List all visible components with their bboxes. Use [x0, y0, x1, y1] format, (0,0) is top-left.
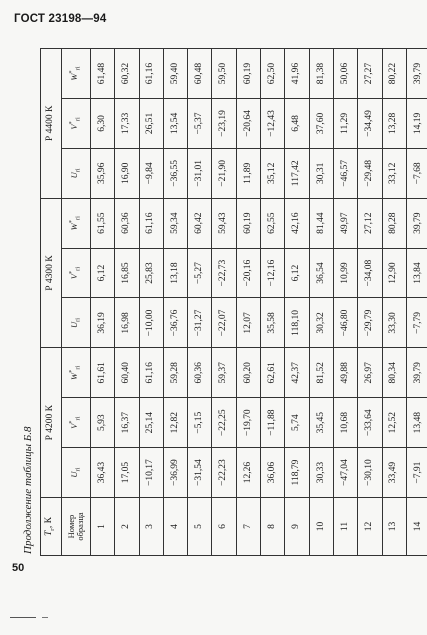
value-cell: 42,37 — [285, 348, 309, 398]
value-cell: 14,19 — [406, 99, 427, 149]
value-cell: 12,07 — [236, 298, 260, 348]
sub-header-u-3: $U_{ri}$ — [62, 148, 91, 198]
value-cell: −10,17 — [139, 448, 163, 498]
value-cell: 25,14 — [139, 398, 163, 448]
value-cell: 117,42 — [285, 148, 309, 198]
value-cell: −31,01 — [188, 148, 212, 198]
table-caption: Продолжение таблицы Б.8 — [22, 426, 34, 554]
value-cell: 61,55 — [91, 198, 115, 248]
value-cell: 16,85 — [115, 248, 139, 298]
value-cell: 35,58 — [261, 298, 285, 348]
value-cell: 12,90 — [382, 248, 406, 298]
value-cell: 33,30 — [382, 298, 406, 348]
value-cell: 39,79 — [406, 348, 427, 398]
value-cell: 60,32 — [115, 49, 139, 99]
sample-number-cell: 1 — [91, 498, 115, 556]
value-cell: 33,49 — [382, 448, 406, 498]
value-cell: 36,19 — [91, 298, 115, 348]
value-cell: 59,40 — [163, 49, 187, 99]
value-cell: −12,43 — [261, 99, 285, 149]
value-cell: 10,99 — [333, 248, 357, 298]
value-cell: 60,36 — [115, 198, 139, 248]
footer-rule — [10, 617, 36, 618]
value-cell: 61,16 — [139, 49, 163, 99]
table-body — [91, 49, 427, 556]
page-number: 50 — [12, 562, 25, 574]
value-cell: −31,27 — [188, 298, 212, 348]
value-cell: 37,60 — [309, 99, 333, 149]
group-header-4200: Р 4200 К — [41, 348, 62, 498]
value-cell: 42,16 — [285, 198, 309, 248]
value-cell: 50,06 — [333, 49, 357, 99]
value-cell: 60,19 — [236, 198, 260, 248]
data-table — [40, 48, 427, 556]
value-cell: 27,12 — [358, 198, 382, 248]
value-cell: 6,12 — [91, 248, 115, 298]
value-cell: 80,28 — [382, 198, 406, 248]
value-cell: 81,44 — [309, 198, 333, 248]
rotated-table-area — [20, 48, 423, 556]
sub-header-v-3: $V^*_{ri}$ — [62, 99, 91, 149]
table-row — [212, 49, 236, 556]
sample-number-cell: 4 — [163, 498, 187, 556]
value-cell: 26,51 — [139, 99, 163, 149]
value-cell: −22,73 — [212, 248, 236, 298]
sub-header-v-2: $V^*_{ri}$ — [62, 248, 91, 298]
value-cell: 60,40 — [115, 348, 139, 398]
value-cell: −29,48 — [358, 148, 382, 198]
value-cell: 12,26 — [236, 448, 260, 498]
sample-number-cell: 13 — [382, 498, 406, 556]
value-cell: −20,64 — [236, 99, 260, 149]
value-cell: 30,32 — [309, 298, 333, 348]
table-row — [406, 49, 427, 556]
table-row — [91, 49, 115, 556]
sub-header-w-3: $W^*_{ri}$ — [62, 49, 91, 99]
value-cell: 30,33 — [309, 448, 333, 498]
value-cell: 5,74 — [285, 398, 309, 448]
value-cell: 35,96 — [91, 148, 115, 198]
value-cell: −22,07 — [212, 298, 236, 348]
value-cell: 81,38 — [309, 49, 333, 99]
value-cell: −22,25 — [212, 398, 236, 448]
sub-header-w-1: $W^*_{ri}$ — [62, 348, 91, 398]
value-cell: 35,45 — [309, 398, 333, 448]
value-cell: 62,55 — [261, 198, 285, 248]
table-row — [115, 49, 139, 556]
value-cell: 80,34 — [382, 348, 406, 398]
value-cell: 80,22 — [382, 49, 406, 99]
value-cell: 60,19 — [236, 49, 260, 99]
value-cell: −36,99 — [163, 448, 187, 498]
value-cell: −34,49 — [358, 99, 382, 149]
value-cell: 36,54 — [309, 248, 333, 298]
temp-header: $T_г$, К — [41, 498, 62, 556]
value-cell: −12,16 — [261, 248, 285, 298]
value-cell: −36,55 — [163, 148, 187, 198]
value-cell: 12,82 — [163, 398, 187, 448]
value-cell: −46,57 — [333, 148, 357, 198]
value-cell: −21,90 — [212, 148, 236, 198]
value-cell: 59,50 — [212, 49, 236, 99]
value-cell: 16,98 — [115, 298, 139, 348]
value-cell: −5,37 — [188, 99, 212, 149]
value-cell: −20,16 — [236, 248, 260, 298]
value-cell: 39,79 — [406, 198, 427, 248]
table-row — [309, 49, 333, 556]
value-cell: −10,00 — [139, 298, 163, 348]
value-cell: 11,29 — [333, 99, 357, 149]
value-cell: 13,48 — [406, 398, 427, 448]
value-cell: −9,84 — [139, 148, 163, 198]
value-cell: 49,88 — [333, 348, 357, 398]
footer-mark — [42, 617, 48, 618]
value-cell: 26,97 — [358, 348, 382, 398]
value-cell: −11,88 — [261, 398, 285, 448]
value-cell: −30,10 — [358, 448, 382, 498]
value-cell: 6,48 — [285, 99, 309, 149]
value-cell: 13,84 — [406, 248, 427, 298]
table-row — [139, 49, 163, 556]
value-cell: 61,16 — [139, 348, 163, 398]
sub-header-w-2: $W^*_{ri}$ — [62, 198, 91, 248]
sub-header-u-2: $U_{ri}$ — [62, 298, 91, 348]
sample-number-cell: 5 — [188, 498, 212, 556]
value-cell: 13,54 — [163, 99, 187, 149]
table-row — [188, 49, 212, 556]
table-row — [163, 49, 187, 556]
table-row — [358, 49, 382, 556]
value-cell: 13,28 — [382, 99, 406, 149]
group-header-row — [41, 49, 62, 556]
value-cell: 59,43 — [212, 198, 236, 248]
value-cell: 36,43 — [91, 448, 115, 498]
value-cell: −23,19 — [212, 99, 236, 149]
value-cell: 25,83 — [139, 248, 163, 298]
value-cell: 62,61 — [261, 348, 285, 398]
sub-header-row — [62, 49, 91, 556]
value-cell: 60,42 — [188, 198, 212, 248]
sample-number-cell: 2 — [115, 498, 139, 556]
value-cell: 5,93 — [91, 398, 115, 448]
table-row — [236, 49, 260, 556]
value-cell: 39,79 — [406, 49, 427, 99]
document-header: ГОСТ 23198—94 — [14, 13, 107, 25]
value-cell: −29,79 — [358, 298, 382, 348]
table-row — [333, 49, 357, 556]
value-cell: 10,68 — [333, 398, 357, 448]
value-cell: 81,52 — [309, 348, 333, 398]
sample-number-header: Номер образца — [62, 498, 91, 556]
rotated-content — [20, 48, 423, 556]
value-cell: −34,08 — [358, 248, 382, 298]
value-cell: 6,12 — [285, 248, 309, 298]
value-cell: 118,10 — [285, 298, 309, 348]
value-cell: 60,20 — [236, 348, 260, 398]
sub-header-u-1: $U_{ri}$ — [62, 448, 91, 498]
value-cell: 16,90 — [115, 148, 139, 198]
sample-number-cell: 12 — [358, 498, 382, 556]
group-header-4400: Р 4400 К — [41, 49, 62, 199]
value-cell: 62,50 — [261, 49, 285, 99]
value-cell: 61,48 — [91, 49, 115, 99]
value-cell: −7,68 — [406, 148, 427, 198]
table-row — [382, 49, 406, 556]
value-cell: 60,36 — [188, 348, 212, 398]
value-cell: −22,23 — [212, 448, 236, 498]
sample-number-cell: 8 — [261, 498, 285, 556]
value-cell: 59,34 — [163, 198, 187, 248]
value-cell: 59,37 — [212, 348, 236, 398]
group-header-4300: Р 4300 К — [41, 198, 62, 348]
sample-number-cell: 3 — [139, 498, 163, 556]
value-cell: 27,27 — [358, 49, 382, 99]
value-cell: 59,28 — [163, 348, 187, 398]
value-cell: 16,37 — [115, 398, 139, 448]
value-cell: 41,96 — [285, 49, 309, 99]
value-cell: 61,61 — [91, 348, 115, 398]
sample-number-cell: 14 — [406, 498, 427, 556]
sample-number-cell: 9 — [285, 498, 309, 556]
value-cell: −5,27 — [188, 248, 212, 298]
value-cell: 36,06 — [261, 448, 285, 498]
value-cell: −5,15 — [188, 398, 212, 448]
value-cell: −19,70 — [236, 398, 260, 448]
value-cell: 11,89 — [236, 148, 260, 198]
table-row — [285, 49, 309, 556]
value-cell: −33,64 — [358, 398, 382, 448]
value-cell: 33,12 — [382, 148, 406, 198]
sample-number-cell: 6 — [212, 498, 236, 556]
value-cell: −31,54 — [188, 448, 212, 498]
sub-header-v-1: $V^*_{ri}$ — [62, 398, 91, 448]
value-cell: 118,79 — [285, 448, 309, 498]
value-cell: −7,79 — [406, 298, 427, 348]
value-cell: −46,80 — [333, 298, 357, 348]
value-cell: 17,33 — [115, 99, 139, 149]
value-cell: 12,52 — [382, 398, 406, 448]
value-cell: 30,31 — [309, 148, 333, 198]
value-cell: 17,05 — [115, 448, 139, 498]
table-row — [261, 49, 285, 556]
sample-number-cell: 11 — [333, 498, 357, 556]
value-cell: −36,76 — [163, 298, 187, 348]
value-cell: 35,12 — [261, 148, 285, 198]
value-cell: 61,16 — [139, 198, 163, 248]
sample-number-cell: 10 — [309, 498, 333, 556]
value-cell: 13,18 — [163, 248, 187, 298]
value-cell: 6,30 — [91, 99, 115, 149]
value-cell: −47,04 — [333, 448, 357, 498]
value-cell: −7,91 — [406, 448, 427, 498]
value-cell: 49,97 — [333, 198, 357, 248]
sample-number-cell: 7 — [236, 498, 260, 556]
value-cell: 60,48 — [188, 49, 212, 99]
